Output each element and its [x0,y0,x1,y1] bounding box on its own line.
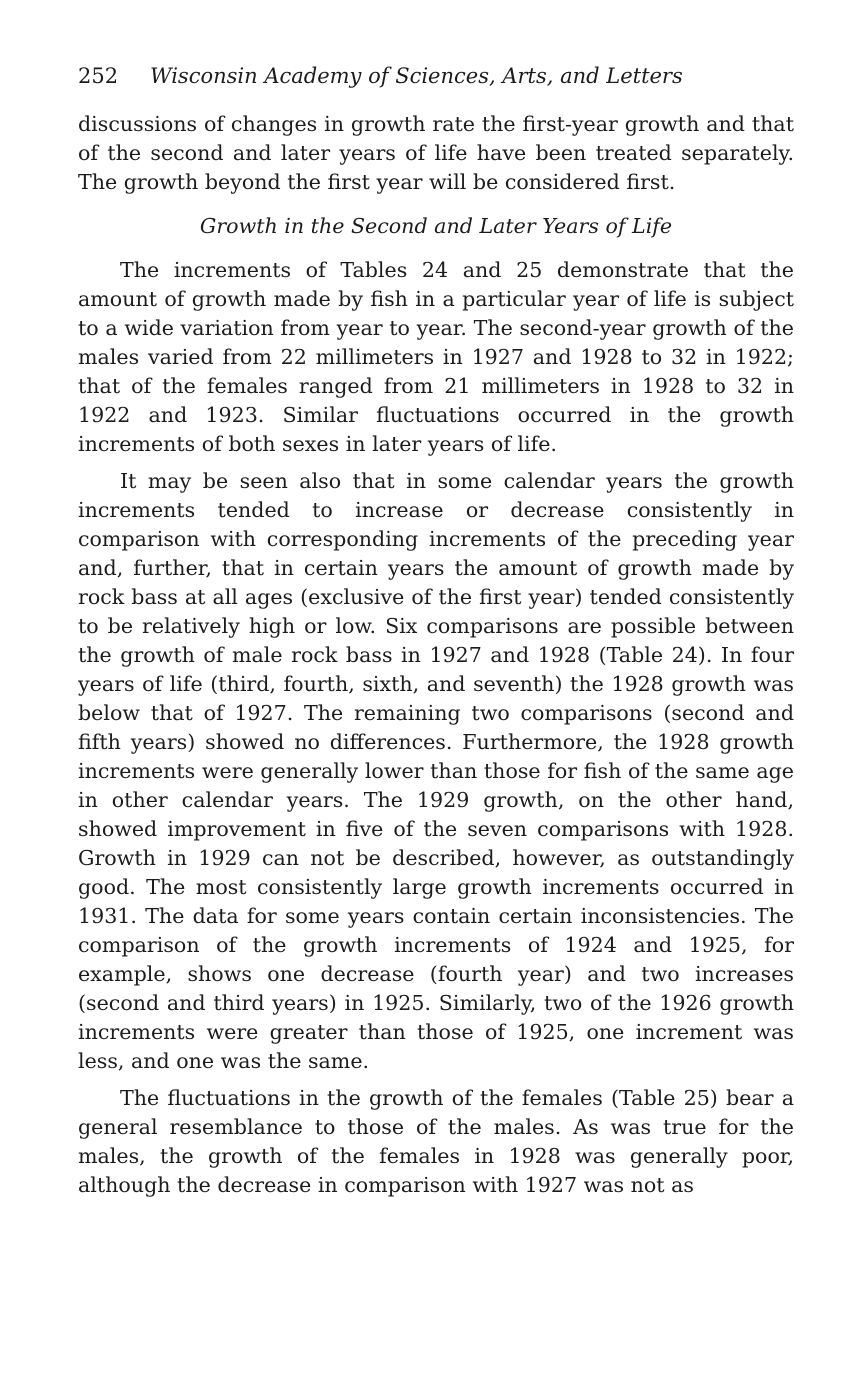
paragraph-continued: discussions of changes in growth rate the first-year growth and that of the second and later years of life have been treated separately. The growth beyond the first year will be considered first. [78,112,794,194]
page-number: 252 [78,64,119,88]
paragraph-females: The fluctuations in the growth of the females (Table 25) bear a general resemblance to those of the males. As was true for the males, the growth of the females in 1928 was generally poor, although the decrease in comparison with 1927 was not as [78,1086,794,1197]
paragraph-increments: The increments of Tables 24 and 25 demonstrate that the amount of growth made by fish in a particular year of life is subject to a wide variation from year to year. The second-year growth of the males varied from 22 millimeters in 1927 and 1928 to 32 in 1922; that of the females ranged from 21 millimeters in 1928 to 32 in 1922 and 1923. Similar fluctuations occurred in the growth increments of both sexes in later years of life. [78,258,794,456]
book-page [78,56,794,1200]
section-heading: Growth in the Second and Later Years of Life [199,214,673,238]
running-head [78,56,794,96]
journal-title: Wisconsin Academy of Sciences, Arts, and Letters [150,64,683,88]
paragraph-calendar-years: It may be seen also that in some calendar years the growth increments tended to increase or decrease consistently in comparison with corresponding increments of the preceding year and, further, that in certain years the amount of growth made by rock bass at all ages (exclusive of the first year) tended consistently to be relatively high or low. Six comparisons are possible between the growth of male rock bass in 1927 and 1928 (Table 24). In four years of life (third, fourth, sixth, and seventh) the 1928 growth was below that of 1927. The remaining two comparisons (second and fifth years) showed no differences. Furthermore, the 1928 growth increments were generally lower than those for fish of the same age in other calendar years. The 1929 growth, on the other hand, showed improvement in five of the seven comparisons with 1928. Growth in 1929 can not be described, however, as outstandingly good. The most consistently large growth increments occurred in 1931. The data for some years contain certain inconsistencies. The comparison of the growth increments of 1924 and 1925, for example, shows one decrease (fourth year) and two increases (second and third years) in 1925. Similarly, two of the 1926 growth increments were greater than those of 1925, one increment was less, and one was the same. [78,469,794,1073]
